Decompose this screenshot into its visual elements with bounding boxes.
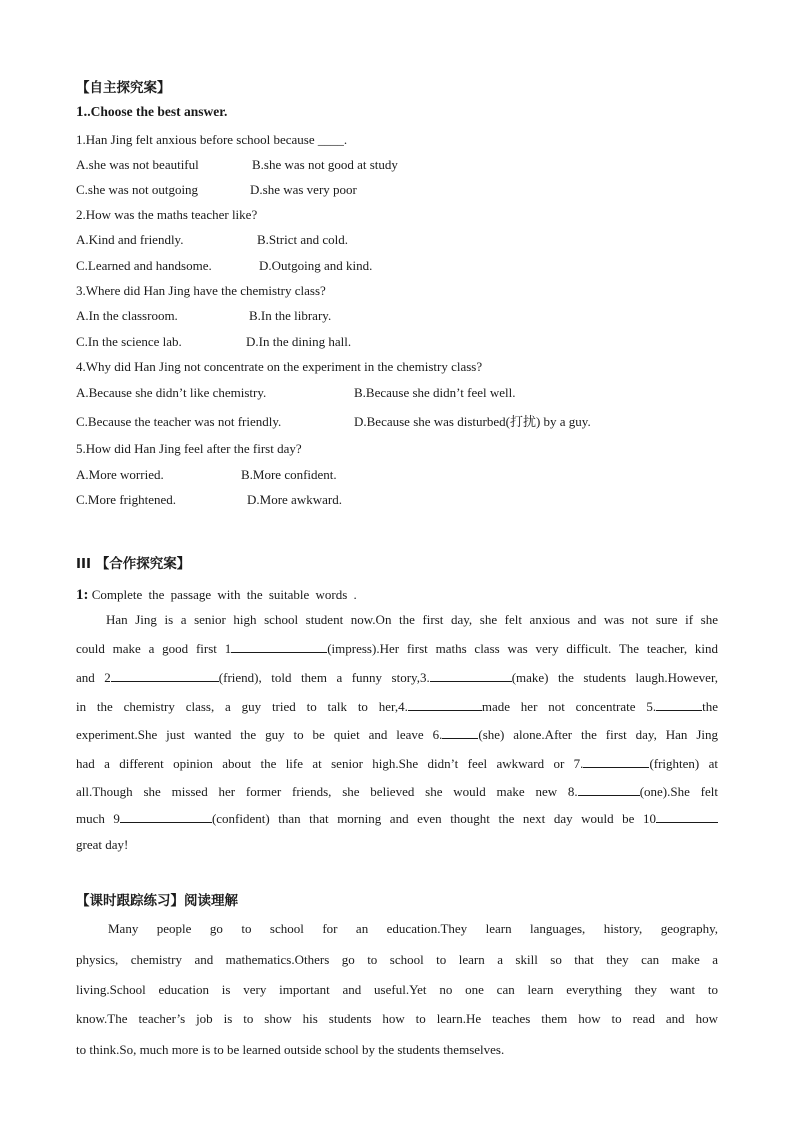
task-2-text: Complete the passage with the suitable words . bbox=[91, 587, 357, 602]
option-5a: A.More worried. bbox=[76, 467, 164, 482]
task-text: .Choose the best answer. bbox=[87, 104, 228, 119]
option-5c: C.More frightened. bbox=[76, 492, 177, 507]
section-2-title bbox=[76, 556, 190, 572]
blank-6[interactable] bbox=[442, 726, 478, 739]
option-5d: D.More awkward. bbox=[247, 492, 342, 507]
passage-line: could make a good first 1 (impress).Her first maths class was very difficult. The teacher, kind bbox=[76, 641, 718, 656]
option-3c: C.In the science lab. bbox=[76, 334, 182, 349]
question-5: 5.How did Han Jing feel after the first day? bbox=[76, 441, 302, 456]
question-2: 2.How was the maths teacher like? bbox=[76, 207, 258, 222]
passage-line: much 9 (confident) than that morning and even thought the next day would be 10 bbox=[76, 810, 718, 827]
blank-7[interactable] bbox=[583, 755, 649, 768]
blank-1[interactable] bbox=[231, 640, 327, 653]
option-1a: A.she was not beautiful bbox=[76, 157, 199, 172]
option-2d: D.Outgoing and kind. bbox=[259, 258, 373, 273]
reading-line: Many people go to school for an education.They learn languages, history, geography, bbox=[108, 921, 718, 936]
question-4: 4.Why did Han Jing not concentrate on the experiment in the chemistry class? bbox=[76, 359, 483, 374]
question-1: 1.Han Jing felt anxious before school because ____. bbox=[76, 132, 348, 147]
section-title: 【自主探究案】 bbox=[76, 80, 171, 96]
option-2a: A.Kind and friendly. bbox=[76, 232, 184, 247]
reading-line: to think.So, much more is to be learned outside school by the students themselves. bbox=[76, 1042, 505, 1057]
reading-line: living.School education is very important and useful.Yet no one can learn everything they want to bbox=[76, 982, 718, 997]
blank-5[interactable] bbox=[656, 698, 702, 711]
task-2-number: 1: bbox=[76, 587, 89, 603]
blank-10[interactable] bbox=[656, 810, 718, 823]
option-1b: B.she was not good at study bbox=[252, 157, 398, 172]
passage-line: in the chemistry class, a guy tried to talk to her,4. made her not concentrate 5. the bbox=[76, 699, 718, 714]
option-3d: D.In the dining hall. bbox=[246, 334, 352, 349]
passage-line: all.Though she missed her former friends, she believed she would make new 8. (one).She felt bbox=[76, 784, 718, 799]
reading-line: know.The teacher’s job is to show his students how to learn.He teaches them how to read and how bbox=[76, 1011, 718, 1026]
option-1c: C.she was not outgoing bbox=[76, 182, 199, 197]
passage-line: great day! bbox=[76, 837, 129, 852]
task-2-instruction bbox=[76, 587, 357, 603]
passage-line: had a different opinion about the life at senior high.She didn’t feel awkward or 7. (frighten) at bbox=[76, 756, 718, 771]
option-4a: A.Because she didn’t like chemistry. bbox=[76, 385, 267, 400]
option-3a: A.In the classroom. bbox=[76, 308, 178, 323]
option-2b: B.Strict and cold. bbox=[257, 232, 348, 247]
option-3b: B.In the library. bbox=[249, 308, 332, 323]
option-4b: B.Because she didn’t feel well. bbox=[354, 385, 516, 400]
passage-line: and 2 (friend), told them a funny story,3. (make) the students laugh.However, bbox=[76, 670, 719, 685]
section-3-title: 【课时跟踪练习】阅读理解 bbox=[76, 893, 238, 909]
option-4c: C.Because the teacher was not friendly. bbox=[76, 414, 282, 429]
blank-9[interactable] bbox=[120, 810, 212, 823]
section-2-numeral: III bbox=[76, 556, 92, 572]
blank-8[interactable] bbox=[578, 783, 640, 796]
blank-3[interactable] bbox=[430, 669, 512, 682]
task-number: 1. bbox=[76, 104, 88, 120]
passage-line: Han Jing is a senior high school student now.On the first day, she felt anxious and was not sure if she bbox=[106, 612, 718, 627]
option-2c: C.Learned and handsome. bbox=[76, 258, 212, 273]
option-5b: B.More confident. bbox=[241, 467, 337, 482]
option-1d: D.she was very poor bbox=[250, 182, 357, 197]
question-3: 3.Where did Han Jing have the chemistry class? bbox=[76, 283, 326, 298]
blank-4[interactable] bbox=[408, 698, 482, 711]
blank-2[interactable] bbox=[111, 669, 219, 682]
option-4d: D.Because she was disturbed(打扰) by a guy. bbox=[354, 414, 591, 429]
task-instruction bbox=[76, 104, 227, 120]
passage-line: experiment.She just wanted the guy to be quiet and leave 6. (she) alone.After the first day, Han Jing bbox=[76, 727, 718, 742]
reading-line: physics, chemistry and mathematics.Others go to school to learn a skill so that they can make a bbox=[76, 952, 718, 967]
section-2-heading: 【合作探究案】 bbox=[95, 556, 191, 572]
